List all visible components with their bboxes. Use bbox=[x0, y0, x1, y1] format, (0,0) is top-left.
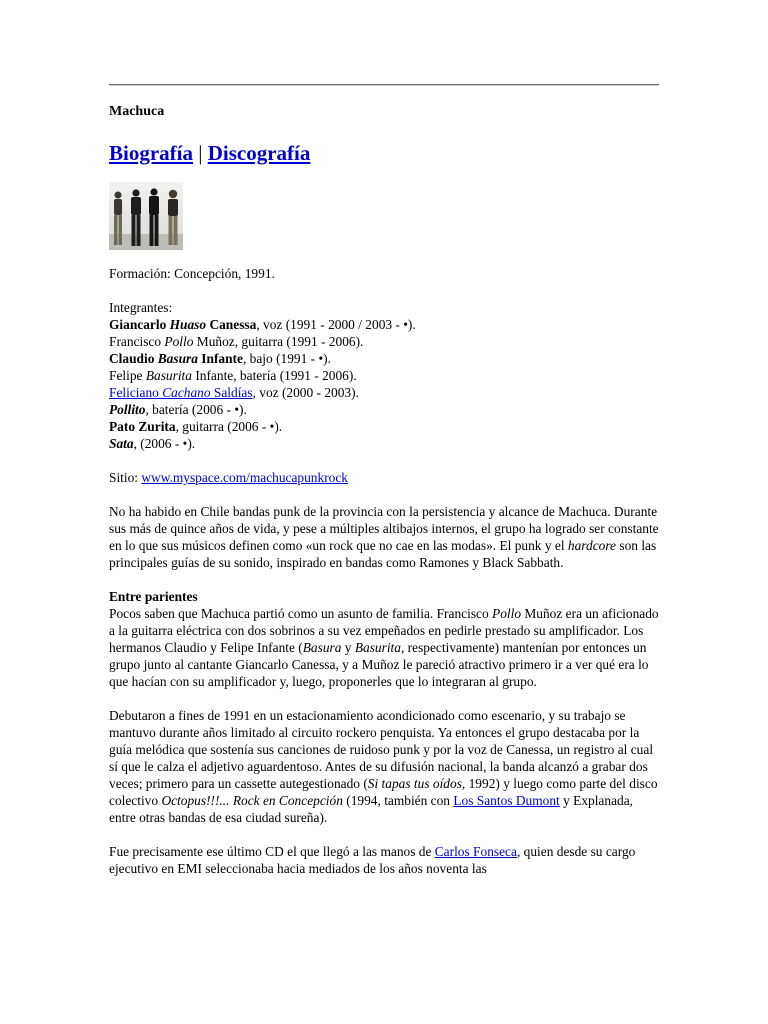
member-row: Pollito, batería (2006 - •). bbox=[109, 402, 247, 417]
member-row: Giancarlo Huaso Canessa, voz (1991 - 2000 / 2003 - •). bbox=[109, 317, 416, 332]
member-row: Felipe Basurita Infante, batería (1991 - 2006). bbox=[109, 368, 357, 383]
members-list bbox=[109, 299, 661, 452]
member-row: Claudio Basura Infante, bajo (1991 - •). bbox=[109, 351, 331, 366]
members-label: Integrantes: bbox=[109, 300, 173, 315]
article bbox=[109, 103, 661, 894]
discografia-link[interactable]: Discografía bbox=[207, 141, 311, 165]
intro-paragraph: No ha habido en Chile bandas punk de la provincia con la persistencia y alcance de Machuca. Durante sus más de quince años de vida, y pese a múltiples altibajos internos, el grupo ha logrado ser constante en lo que sus músicos definen como «un rock que no cae en las modas». El punk y el hardcore son las principales guías de su sonido, inspirado en bandas como Ramones y Black Sabbath. bbox=[109, 504, 659, 570]
member-row: Francisco Pollo Muñoz, guitarra (1991 - 2006). bbox=[109, 334, 364, 349]
biografia-link[interactable]: Biografía bbox=[109, 141, 193, 165]
member-row: Feliciano Cachano Saldías, voz (2000 - 2003). bbox=[109, 385, 359, 400]
history-paragraph: Debutaron a fines de 1991 en un estacionamiento acondicionado como escenario, y su trabajo se mantuvo durante años limitado al circuito rockero penquista. Ya entonces el grupo destacaba por la guía melódica que sostenía sus canciones de ruidoso punk y por la voz de Canessa, un registro al cual sí que le calza el adjetivo aguardentoso. Antes de su difusión nacional, la banda alcanzó a grabar dos veces; primero para un cassette autegestionado (Si tapas tus oídos, 1992) y luego como parte del disco colectivo Octopus!!!... Rock en Concepción (1994, también con Los Santos Dumont y Explanada, entre otras bandas de esa ciudad sureña). bbox=[109, 708, 658, 825]
myspace-link[interactable]: www.myspace.com/machucapunkrock bbox=[141, 470, 348, 485]
fonseca-paragraph: Fue precisamente ese último CD el que llegó a las manos de Carlos Fonseca, quien desde su cargo ejecutivo en EMI seleccionaba hacia mediados de los años noventa las bbox=[109, 844, 636, 876]
member-row: Pato Zurita, guitarra (2006 - •). bbox=[109, 419, 283, 434]
los-santos-dumont-link[interactable]: Los Santos Dumont bbox=[453, 793, 560, 808]
nav-separator: | bbox=[198, 141, 203, 165]
band-title: Machuca bbox=[109, 104, 165, 119]
band-photo bbox=[109, 182, 183, 250]
member-row: Sata, (2006 - •). bbox=[109, 436, 196, 451]
carlos-fonseca-link[interactable]: Carlos Fonseca bbox=[434, 844, 517, 859]
horizontal-rule bbox=[109, 84, 659, 86]
feliciano-saldias-link[interactable]: Feliciano Cachano Saldías bbox=[109, 385, 253, 400]
formation-text: Formación: Concepción, 1991. bbox=[109, 266, 275, 281]
section-entre-parientes: Entre parientes Pocos saben que Machuca partió como un asunto de familia. Francisco Pollo Muñoz era un aficionado a la guitarra eléctrica con dos sobrinos a su vez empeñados en pedirle prestado su amplificador. Los hermanos Claudio y Felipe Infante (Basura y Basurita, respectivamente) mantenían por entonces un grupo junto al cantante Giancarlo Canessa, y a Muñoz le pareció atractivo primero ir a ver qué era lo que hacían con su amplificador y, luego, proponerles que lo integraran al grupo. bbox=[109, 588, 661, 690]
section-heading: Entre parientes bbox=[109, 589, 198, 604]
site-line: Sitio: www.myspace.com/machucapunkrock bbox=[109, 470, 348, 485]
section-nav bbox=[109, 140, 661, 166]
